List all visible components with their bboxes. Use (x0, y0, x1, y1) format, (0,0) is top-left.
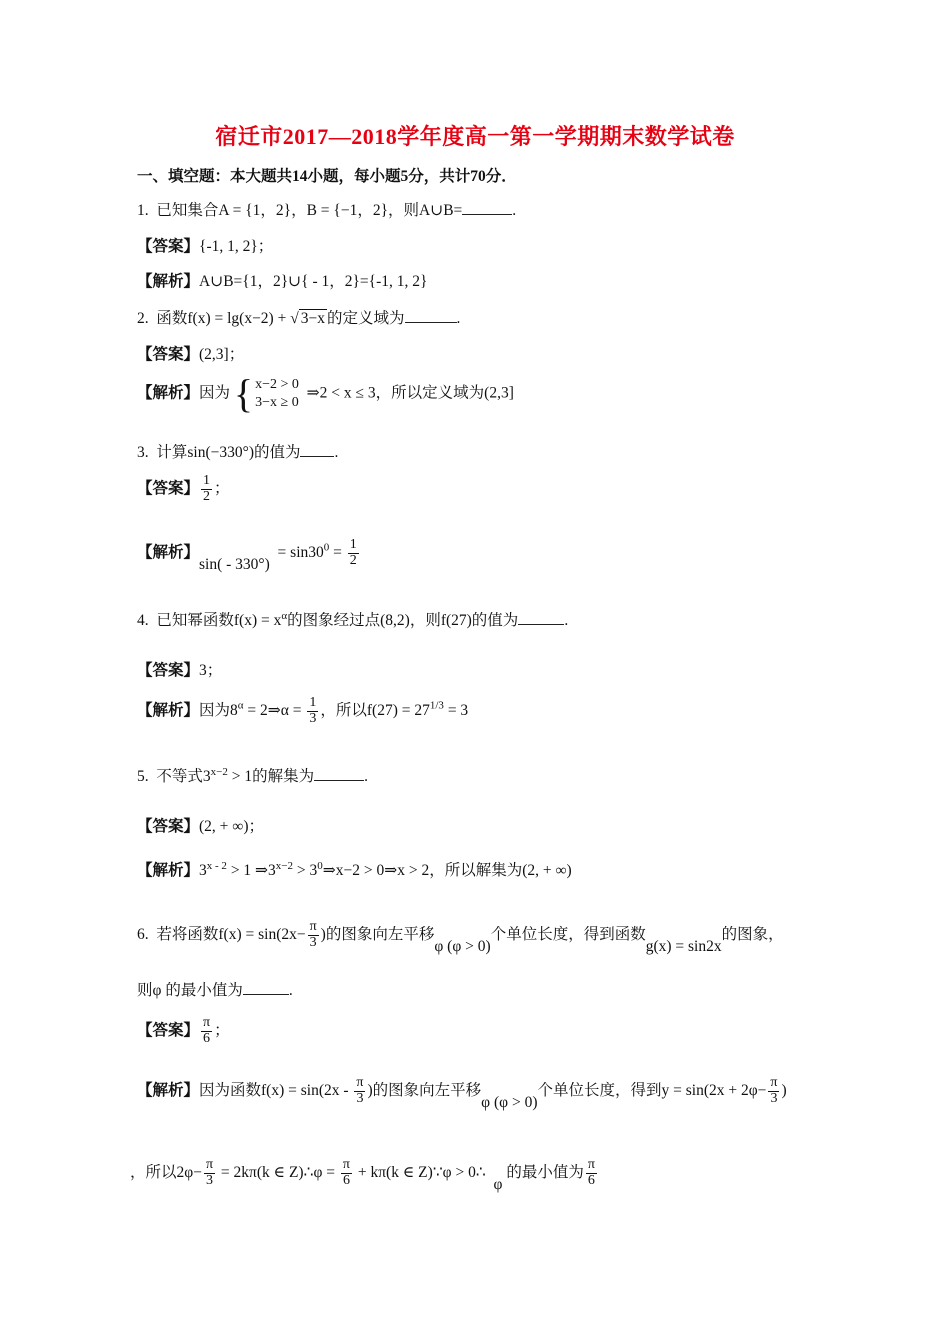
question-6-cont: 则φ 的最小值为 . (137, 982, 293, 999)
fraction: $\frac{1}{2}$ (203, 473, 211, 504)
analysis-5: 【解析】$3^{x - 2} > 1$ $\Rightarrow 3^{x-2}$ > $3^0\Rightarrow x-2$ > 0⇒x > 2，所以解集为(2, + ∞) (137, 859, 572, 879)
answer-6: 【答案】 $\frac{\pi}{6}$ ； (137, 1015, 230, 1046)
analysis-6: 【解析】因为函数f(x) = sin(2x - $\frac{\pi}{3}$ )的图象向左平移φ (φ > 0)个单位长度，得到y = sin(2x + 2φ− $\frac{\pi}{3}$ ) (137, 1075, 787, 1111)
answer-5: 【答案】(2, + ∞)； (137, 818, 265, 835)
section-heading: 一、填空题：本大题共14小题，每小题5分，共计70分． (137, 168, 517, 185)
analysis-3: 【解析】$\sin( - 330^\circ) = \sin 30^0$ = $\frac{1}{2}$ (137, 537, 357, 573)
fraction: $\frac{\pi}{6}$ (342, 1157, 350, 1188)
analysis-2: 【解析】因为 { x−2 > 0 3−x ≥ 0 ⇒2 < x ≤ 3，所以定义域为(2,3] (137, 371, 514, 416)
question-6: 6. 若将函数f(x) = sin(2x− $\frac{\pi}{3}$ )的图象向左平移φ (φ > 0)个单位长度，得到函数g(x) = sin2x的图象， (137, 919, 784, 955)
answer-blank (518, 610, 564, 625)
answer-2: 【答案】(2,3]； (137, 346, 245, 363)
analysis-1: 【解析】A∪B={1，2}∪{ - 1，2}={-1, 1, 2} (137, 273, 428, 290)
answer-blank (243, 980, 289, 995)
answer-blank (405, 308, 457, 323)
fraction: $\frac{\pi}{6}$ (203, 1015, 211, 1046)
answer-3: 【答案】 $\frac{1}{2}$ ； (137, 473, 230, 504)
answer-4: 【答案】3； (137, 662, 223, 679)
question-2: 2. 函数f(x) = lg(x−2) + √ 3−x 的定义域为 . (137, 310, 461, 327)
fraction: $\frac{\pi}{3}$ (309, 919, 317, 950)
fraction: $\frac{\pi}{3}$ (356, 1075, 364, 1106)
answer-blank (462, 200, 512, 215)
fraction: $\frac{\pi}{3}$ (770, 1075, 778, 1106)
answer-1: 【答案】{-1, 1, 2}； (137, 238, 274, 255)
inequality-system: { x−2 > 0 3−x ≥ 0 (233, 371, 299, 416)
fraction: $\frac{\pi}{6}$ (587, 1157, 595, 1188)
analysis-6-cont: ，所以2φ− $\frac{\pi}{3}$ = 2kπ(k ∈ Z)∴φ = $\frac{\pi}{6}$ + kπ(k ∈ Z)∵φ > 0∴ φ 的最小值为 $\frac{\pi}{6}$ (130, 1157, 595, 1193)
question-3: 3. 计算sin(−330°)的值为 . (137, 444, 339, 461)
page-title: 宿迁市2017—2018学年度高一第一学期期末数学试卷 (215, 124, 735, 149)
question-5: 5. 不等式$3^{x-2} > 1$的解集为 . (137, 765, 368, 785)
answer-blank (300, 442, 334, 457)
fraction: $\frac{1}{2}$ (349, 537, 357, 568)
question-4: 4. 已知幂函数$f(x) = x^\alpha$的图象经过点(8,2)，则f(27)的值为 . (137, 609, 569, 629)
analysis-4: 【解析】因为$8^\alpha$ = 2⇒α = $\frac{1}{3}$ ，所以$f(27) = 27^{1/3} = 3$ (137, 695, 469, 726)
fraction: $\frac{1}{3}$ (309, 695, 317, 726)
fraction: $\frac{\pi}{3}$ (205, 1157, 214, 1188)
question-1: 1. 已知集合A = {1，2}，B = {−1，2}，则A∪B= . (137, 202, 517, 219)
answer-blank (314, 766, 364, 781)
